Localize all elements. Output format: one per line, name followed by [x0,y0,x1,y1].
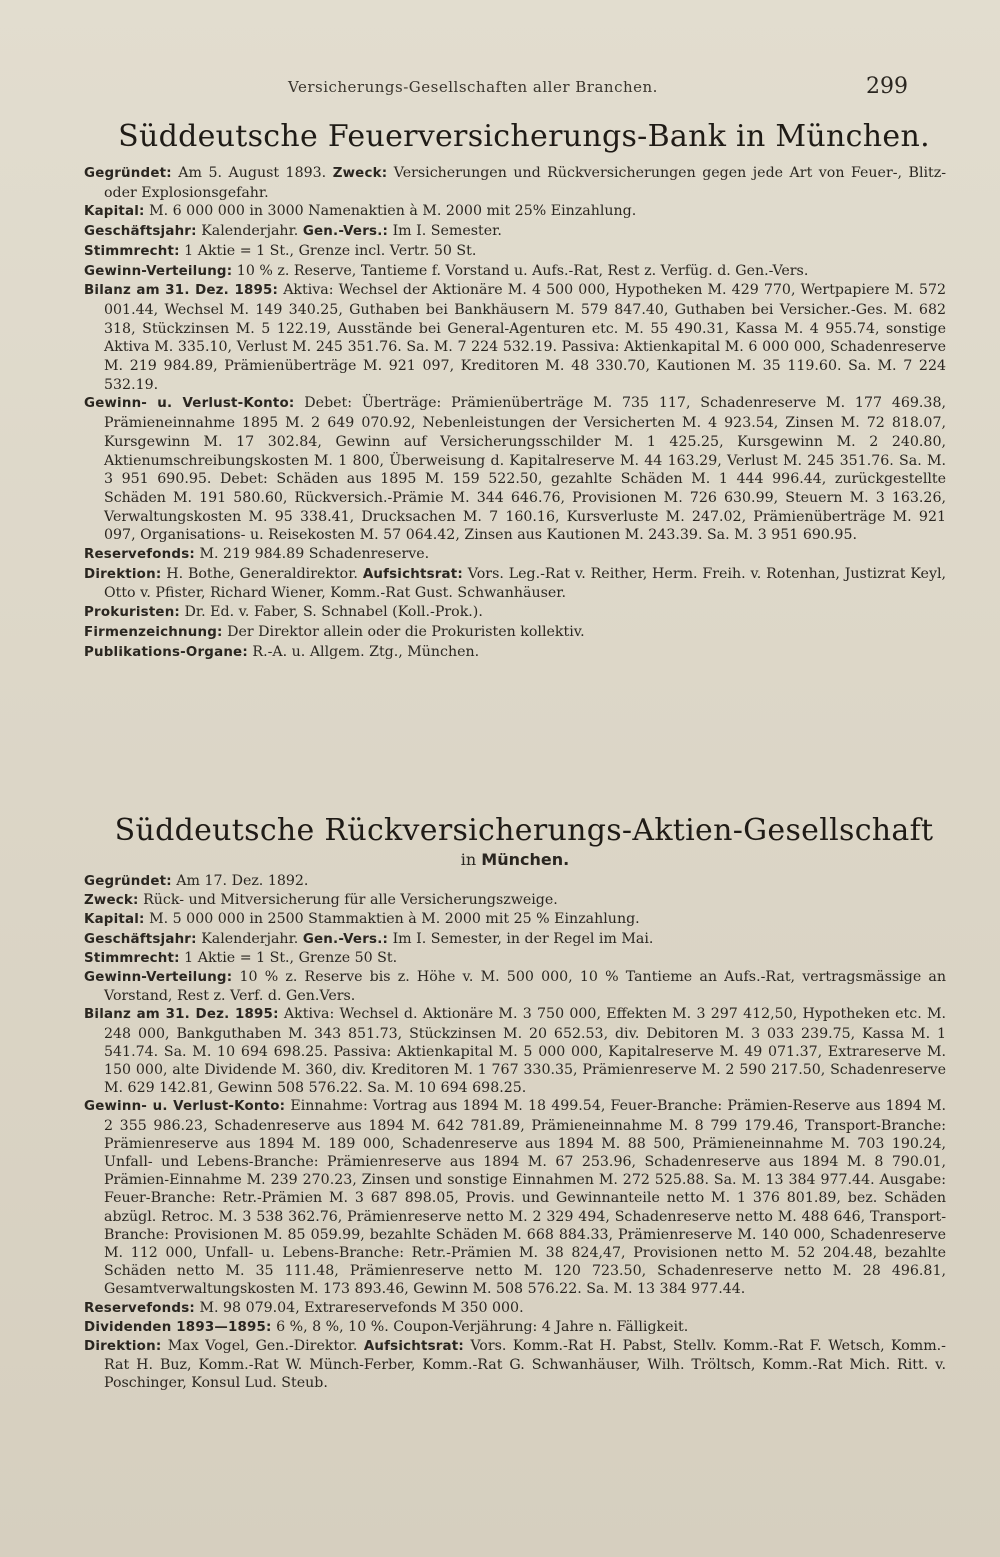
entry-gewinn-verlust-konto: Gewinn- u. Verlust-Konto: Debet: Überträge: Prämienüberträge M. 735 117, Schadenreserve M. 177 469.38, Prämieneinnahme 1895 M. 2 649 070.92, Nebenleistungen der Versicherten M. 4 923.54, Zinsen M. 72 818.07, Kursgewinn M. 17 302.84, Gewinn auf Versicherungsschilder M. 1 425.25, Kursgewinn M. 2 240.80, Aktienumschreibungskosten M. 1 800, Überweisung d. Kapitalreserve M. 44 163.29, Verlust M. 245 351.76. Sa. M. 3 951 690.95. Debet: Schäden aus 1895 M. 159 522.50, gezahlte Schäden M. 1 444 996.44, zurückgestellte Schäden M. 191 580.60, Rückversich.-Prämie M. 344 646.76, Provisionen M. 726 630.99, Steuern M. 3 163.26, Verwaltungskosten M. 95 338.41, Drucksachen M. 7 160.16, Kursverluste M. 247.02, Prämienüberträge M. 921 097, Organisations- u. Reisekosten M. 57 064.42, Zinsen aus Kautionen M. 243.39. Sa. M. 3 951 690.95. [84,395,946,544]
company-title: Süddeutsche Rückversicherungs-Aktien-Gesellschaft [114,813,934,848]
entry-direktion: Direktion: H. Bothe, Generaldirektor. Aufsichtsrat: Vors. Leg.-Rat v. Reither, Herm. Freih. v. Rotenhan, Justizrat Keyl, Otto v. Pfister, Richard Wiener, Komm.-Rat Gust. Schwanhäuser. [84,565,947,602]
running-head-title: Versicherungs-Gesellschaften aller Branchen. [288,78,658,96]
company-section-feuerversicherungs-bank [84,118,946,662]
company-title: Süddeutsche Feuerversicherungs-Bank in München. [118,119,930,154]
running-head [0,74,1000,104]
entry-gewinn-verlust-konto: Gewinn- u. Verlust-Konto: Einnahme: Vortrag aus 1894 M. 18 499.54, Feuer-Branche: Prämien-Reserve aus 1894 M. 2 355 986.23, Schadenreserve aus 1894 M. 642 781.89, Prämieneinnahme M. 8 799 179.46, Transport-Branche: Prämienreserve aus 1894 M. 189 000, Schadenreserve aus 1894 M. 88 500, Prämieneinnahme M. 703 190.24, Unfall- und Lebens-Branche: Prämienreserve aus 1894 M. 67 253.96, Schadenreserve aus 1894 M. 8 790.01, Prämien-Einnahme M. 239 270.23, Zinsen und sonstige Einnahmen M. 272 525.88. Sa. M. 13 384 977.44. Ausgabe: Feuer-Branche: Retr.-Prämien M. 3 687 898.05, Provis. und Gewinnanteile netto M. 1 376 801.89, bez. Schäden abzügl. Retroc. M. 3 538 362.76, Prämienreserve netto M. 2 329 494, Schadenreserve netto M. 488 646, Transport-Branche: Provisionen M. 85 059.99, bezahlte Schäden M. 668 884.33, Prämienreserve M. 140 000, Schadenreserve M. 112 000, Unfall- u. Lebens-Branche: Retr.-Prämien M. 38 824,47, Provisionen netto M. 52 204.48, bezahlte Schäden netto M. 35 111.48, Prämienreserve netto M. 120 723.50, Schadenreserve netto M. 28 496.81, Gesamtverwaltungskosten M. 173 893.46, Gewinn M. 508 576.22. Sa. M. 13 384 977.44. [84,1098,946,1298]
entry-geschaeftsjahr: Geschäftsjahr: Kalenderjahr. Gen.-Vers.: Im I. Semester, in der Regel im Mai. [84,930,654,947]
entry-dividenden: Dividenden 1893—1895: 6 %, 8 %, 10 %. Coupon-Verjährung: 4 Jahre n. Fälligkeit. [84,1318,689,1335]
entry-gewinn-verteilung: Gewinn-Verteilung: 10 % z. Reserve bis z. Höhe v. M. 500 000, 10 % Tantieme an Aufs.-Rat, vertragsmässige an Vorstand, Rest z. Verf. d. Gen.Vers. [84,969,946,1005]
entry-kapital: Kapital: M. 6 000 000 in 3000 Namenaktien à M. 2000 mit 25% Einzahlung. [84,203,637,220]
entry-reservefonds: Reservefonds: M. 98 079.04, Extrareservefonds M 350 000. [84,1299,524,1316]
company-location: in München. [460,850,570,869]
entry-bilanz: Bilanz am 31. Dez. 1895: Aktiva: Wechsel der Aktionäre M. 4 500 000, Hypotheken M. 429 770, Wertpapiere M. 572 001.44, Wechsel M. 149 340.25, Guthaben bei Bankhäusern M. 579 847.40, Guthaben bei Versicher.-Ges. M. 682 318, Stückzinsen M. 5 122.19, Ausstände bei General-Agenturen etc. M. 55 490.31, Kassa M. 4 955.74, sonstige Aktiva M. 335.10, Verlust M. 245 351.76. Sa. M. 7 224 532.19. Passiva: Aktienkapital M. 6 000 000, Schadenreserve M. 219 984.89, Prämienüberträge M. 921 097, Kreditoren M. 48 330.70, Kautionen M. 35 119.60. Sa. M. 7 224 532.19. [84,282,946,393]
entry-gegruendet: Gegründet: Am 5. August 1893. Zweck: Versicherungen und Rückversicherungen gegen jede Art von Feuer-, Blitz- oder Explosionsgefahr. [84,165,947,201]
entry-list [84,164,946,662]
entry-stimmrecht: Stimmrecht: 1 Aktie = 1 St., Grenze 50 St. [84,949,398,966]
company-section-rueckversicherungs-ag [84,812,946,1393]
entry-prokuristen: Prokuristen: Dr. Ed. v. Faber, S. Schnabel (Koll.-Prok.). [84,604,483,621]
entry-reservefonds: Reservefonds: M. 219 984.89 Schadenreserve. [84,546,430,563]
entry-direktion: Direktion: Max Vogel, Gen.-Direktor. Aufsichtsrat: Vors. Komm.-Rat H. Pabst, Stellv. Komm.-Rat F. Wetsch, Komm.-Rat H. Buz, Komm.-Rat W. Münch-Ferber, Komm.-Rat G. Schwanhäuser, Wilh. Tröltsch, Komm.-Rat Mich. Ritt. v. Poschinger, Konsul Lud. Steub. [84,1338,946,1392]
entry-firmenzeichnung: Firmenzeichnung: Der Direktor allein oder die Prokuristen kollektiv. [84,623,585,640]
page-number: 299 [866,74,908,99]
entry-stimmrecht: Stimmrecht: 1 Aktie = 1 St., Grenze incl. Vertr. 50 St. [84,242,477,259]
entry-kapital: Kapital: M. 5 000 000 in 2500 Stammaktien à M. 2000 mit 25 % Einzahlung. [84,911,640,928]
entry-bilanz: Bilanz am 31. Dez. 1895: Aktiva: Wechsel d. Aktionäre M. 3 750 000, Effekten M. 3 297 412,50, Hypotheken etc. M. 248 000, Bankguthaben M. 343 851.73, Stückzinsen M. 20 652.53, div. Debitoren M. 3 033 239.75, Kassa M. 1 541.74. Sa. M. 10 694 698.25. Passiva: Aktienkapital M. 5 000 000, Kapitalreserve M. 49 071.37, Extrareserve M. 150 000, alte Dividende M. 360, div. Kreditoren M. 1 767 330.35, Prämienreserve M. 2 590 217.50, Schadenreserve M. 629 142.81, Gewinn 508 576.22. Sa. M. 10 694 698.25. [84,1006,947,1097]
entry-list [84,872,946,1393]
entry-gewinn-verteilung: Gewinn-Verteilung: 10 % z. Reserve, Tantieme f. Vorstand u. Aufs.-Rat, Rest z. Verfüg. d. Gen.-Vers. [84,262,809,279]
entry-geschaeftsjahr: Geschäftsjahr: Kalenderjahr. Gen.-Vers.: Im I. Semester. [84,223,502,240]
entry-publikations-organe: Publikations-Organe: R.-A. u. Allgem. Ztg., München. [84,643,480,660]
entry-zweck: Zweck: Rück- und Mitversicherung für alle Versicherungszweige. [84,892,558,909]
entry-gegruendet: Gegründet: Am 17. Dez. 1892. [84,873,309,889]
